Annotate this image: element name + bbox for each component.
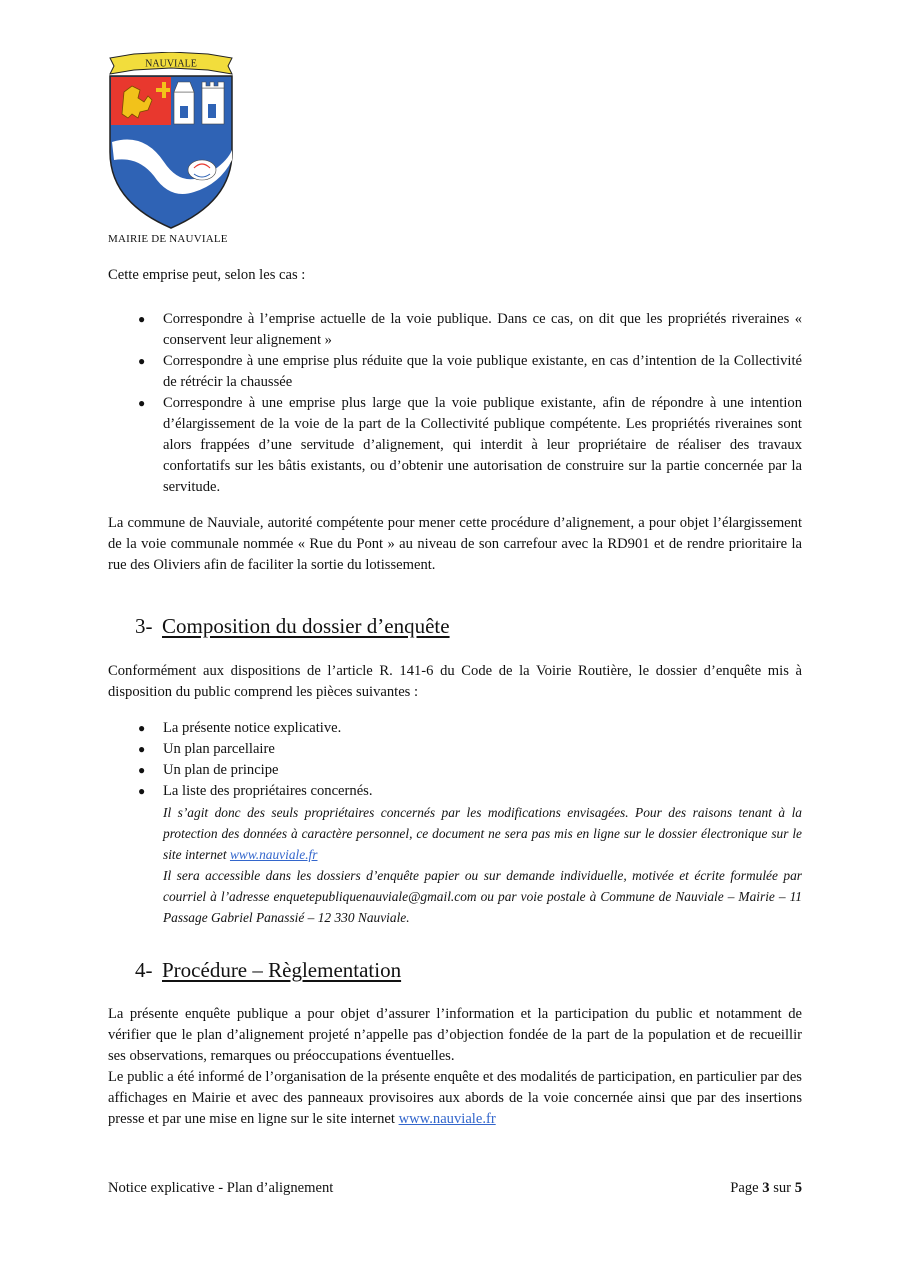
list-item: ● Un plan de principe — [108, 760, 802, 781]
list-item: ● Correspondre à l’emprise actuelle de la voie publique. Dans ce cas, on dit que les propriétés riveraines « conservent leur alignement » — [138, 311, 802, 348]
mairie-label: MAIRIE DE NAUVIALE — [108, 233, 228, 245]
bullet-icon: ● — [138, 721, 146, 735]
emprise-list — [108, 309, 802, 498]
list-item: ● La présente notice explicative. — [108, 718, 802, 739]
section-4-heading: 4- Procédure – Règlementation — [135, 958, 402, 982]
intro-paragraph: Cette emprise peut, selon les cas : — [108, 267, 306, 283]
nauviale-website-link[interactable]: www.nauviale.fr — [398, 1111, 496, 1127]
list-item: ● Correspondre à une emprise plus réduite que la voie publique existante, en cas d’intention de la Collectivité de rétrécir la chaussée — [138, 353, 802, 390]
commune-paragraph: La commune de Nauviale, autorité compétente pour mener cette procédure d’alignement, a pour objet l’élargissement de la voie communale nommée « Rue du Pont » au niveau de son carrefour avec la RD901 et de rendre prioritaire la rue des Oliviers afin de faciliter la sortie du lotissement. — [108, 515, 802, 573]
section-4-paragraph-2: Le public a été informé de l’organisation de la présente enquête et des modalités de participation, en particulier par des affichages en Mairie et avec des panneaux provisoires aux abords de la voie concernée ainsi que par des insertions presse et par une mise en ligne sur le site internet www.nauviale.fr — [108, 1069, 802, 1127]
nauviale-coat-of-arms-logo — [104, 52, 238, 230]
bullet-icon: ● — [138, 396, 146, 410]
list-item: ● Un plan parcellaire — [108, 739, 802, 760]
section-3-paragraph: Conformément aux dispositions de l’article R. 141-6 du Code de la Voirie Routière, le dossier d’enquête mis à disposition du public comprend les pièces suivantes : — [108, 663, 802, 700]
section-4-title: Procédure – Règlementation — [162, 958, 402, 982]
section-4-body — [108, 1004, 802, 1130]
section-4-paragraph-1: La présente enquête publique a pour objet d’assurer l’information et la participation du public et notamment de vérifier que le plan d’alignement projeté n’appelle pas d’objection fondée de la part de la population et de recueillir ses observations, remarques ou préoccupations éventuelles. — [108, 1006, 802, 1064]
footer-document-title: Notice explicative - Plan d’alignement — [108, 1180, 334, 1196]
privacy-note: Il s’agit donc des seuls propriétaires concernés par les modifications envisagées. Pour des raisons tenant à la protection des données à caractère personnel, ce document ne sera pas mis en ligne sur le dossier électronique sur le site internet www.nauviale.fr — [163, 805, 802, 862]
bullet-icon: ● — [138, 354, 146, 368]
bullet-icon: ● — [138, 312, 146, 326]
bullet-icon: ● — [138, 742, 146, 756]
section-3-title: Composition du dossier d’enquête — [162, 614, 450, 638]
bullet-icon: ● — [138, 784, 146, 798]
list-item: ● La liste des propriétaires concernés. Il s’agit donc des seuls propriétaires concernés par les modifications envisagées. Pour des raisons tenant à la protection des données à caractère personnel, ce document ne sera pas mis en ligne sur le dossier électronique sur le site internet www.nauviale.fr Il sera accessible dans les dossiers d’enquête papier ou sur demande individuelle, motivée et écrite formulée par courriel à l’adresse enquetepubliquenauviale@gmail.com ou par voie postale à Commune de Nauviale – Mairie – 11 Passage Gabriel Panassié – 12 330 Nauviale. — [108, 781, 802, 928]
dossier-pieces-list — [108, 718, 802, 928]
footer-page-number: Page 3 sur 5 — [730, 1180, 802, 1196]
list-item: ● Correspondre à une emprise plus large que la voie publique existante, afin de répondre à une intention d’élargissement de la voie de la part de la Collectivité publique compétente. Les propriétés riveraines sont alors frappées d’une servitude d’alignement, qui interdit à leur propriétaire de réaliser des travaux confortatifs sur les bâtis existants, ou d’obtenir une autorisation de construire sur la partie concernée par la servitude. — [138, 395, 802, 495]
nauviale-website-link[interactable]: www.nauviale.fr — [229, 847, 318, 862]
access-note: Il sera accessible dans les dossiers d’enquête papier ou sur demande individuelle, motivée et écrite formulée par courriel à l’adresse enquetepubliquenauviale@gmail.com ou par voie postale à Commune de Nauviale – Mairie – 11 Passage Gabriel Panassié – 12 330 Nauviale. — [163, 868, 802, 925]
bullet-icon: ● — [138, 763, 146, 777]
banner-text: NAUVIALE — [145, 58, 197, 70]
section-3-heading: 3- Composition du dossier d’enquête — [135, 614, 450, 638]
